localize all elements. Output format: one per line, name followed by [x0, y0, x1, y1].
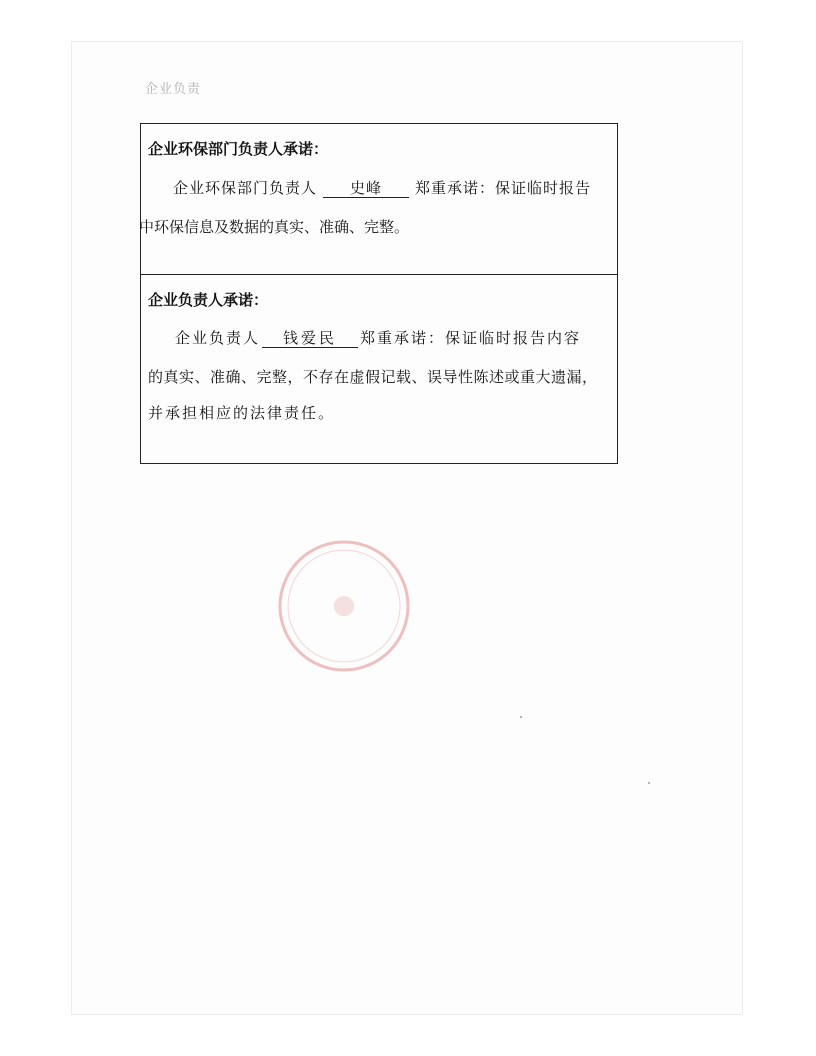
faded-header-text: 企业负责	[145, 82, 202, 97]
enterprise-commitment-line-1	[175, 327, 581, 348]
env-dept-commitment-line-2: 中环保信息及数据的真实、准确、完整。	[139, 218, 410, 236]
enterprise-commitment-heading: 企业负责人承诺：	[148, 291, 269, 309]
enterprise-commitment-line-2: 的真实、准确、完整，不存在虚假记载、误导性陈述或重大遗漏，	[148, 368, 598, 386]
env-dept-suffix: 郑重承诺：保证临时报告	[415, 179, 592, 197]
enterprise-commitment-box	[140, 274, 618, 464]
env-dept-prefix: 企业环保部门负责人	[173, 179, 318, 197]
env-dept-commitment-box	[140, 123, 618, 275]
enterprise-prefix: 企业负责人	[175, 329, 261, 347]
enterprise-suffix: 郑重承诺：保证临时报告内容	[360, 329, 582, 347]
env-dept-commitment-line-1	[173, 177, 591, 198]
enterprise-head-name: 钱爱民	[262, 330, 358, 348]
env-dept-commitment-heading: 企业环保部门负责人承诺：	[148, 140, 329, 158]
scan-speck	[648, 782, 650, 784]
enterprise-commitment-line-3: 并承担相应的法律责任。	[148, 404, 336, 422]
env-dept-head-name: 史峰	[323, 180, 409, 198]
scan-speck	[520, 716, 522, 718]
